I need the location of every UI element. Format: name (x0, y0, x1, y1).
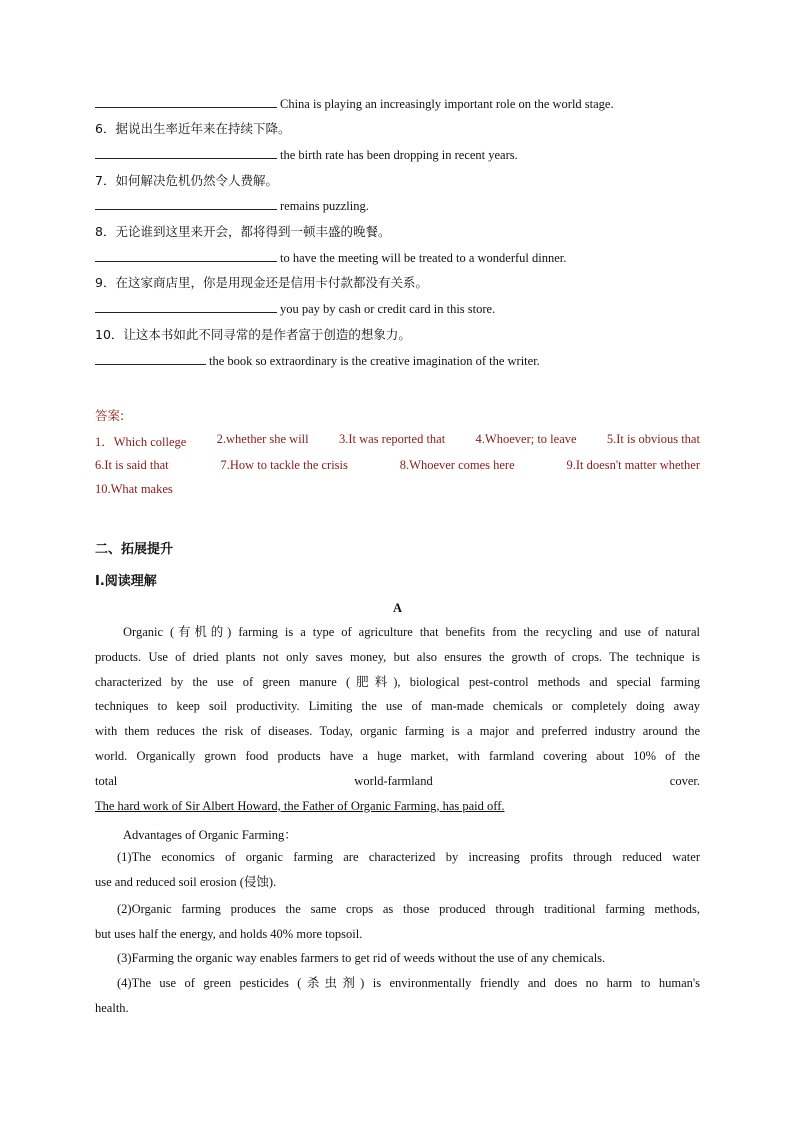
translation-answer-line-9 (95, 300, 700, 317)
passage-line: products. Use of dried plants not only saves money, but also ensures the growth of crops. The technique is (95, 649, 700, 664)
subsection-title: I.阅读理解 (95, 574, 157, 589)
translation-prompt-6: 6．据说出生率近年来在持续下降。 (95, 121, 291, 136)
translation-prompt-9: 9．在这家商店里，你是用现金还是信用卡付款都没有关系。 (95, 275, 428, 290)
translation-answer-line-10 (95, 352, 700, 369)
passage-line: with them reduces the risk of diseases. Today, organic farming is a major and preferred industry around the (95, 724, 700, 739)
answer-blank[interactable] (95, 95, 277, 108)
translation-prompt-8: 8．无论谁到这里来开会，都将得到一顿丰盛的晚餐。 (95, 224, 391, 239)
advantages-title: Advantages of Organic Farming： (123, 828, 297, 842)
sentence-text: the birth rate has been dropping in recent years. (280, 148, 518, 162)
answer-blank[interactable] (95, 352, 206, 365)
sentence-text: to have the meeting will be treated to a wonderful dinner. (280, 251, 567, 265)
advantage-4 (95, 971, 700, 1021)
answer-blank[interactable] (95, 249, 277, 262)
advantage-line: (1)The economics of organic farming are characterized by increasing profits through reduced water (117, 850, 700, 864)
translation-prompt-7: 7．如何解决危机仍然令人费解。 (95, 173, 278, 188)
sentence-text: remains puzzling. (280, 199, 369, 213)
answers-row-1 (95, 432, 700, 450)
advantage-line: (3)Farming the organic way enables farmers to get rid of weeds without the use of any chemicals. (117, 951, 606, 965)
answer-item: 10.What makes (95, 482, 173, 496)
passage-line: world. Organically grown food products have a huge market, with farmland covering about 10% of the (95, 748, 700, 763)
translation-answer-line-5 (95, 95, 700, 112)
answer-item: 1．Which college (95, 435, 187, 449)
translation-answer-line-8 (95, 249, 700, 266)
answer-item: 6.It is said that (95, 458, 169, 472)
advantage-line: health. (95, 1000, 129, 1015)
answers-label: 答案: (95, 408, 125, 423)
advantage-line: but uses half the energy, and holds 40% more topsoil. (95, 926, 363, 941)
answer-blank[interactable] (95, 300, 277, 313)
passage-line: total world-farmland cover. (95, 773, 700, 788)
answers-row-2 (95, 458, 700, 473)
answer-item: 5.It is obvious that (606, 432, 700, 446)
answer-item: 7.How to tackle the crisis (220, 458, 348, 472)
advantage-1 (95, 845, 700, 895)
advantage-2 (95, 897, 700, 947)
passage-label: A (392, 601, 403, 615)
sentence-text: you pay by cash or credit card in this store. (280, 302, 496, 316)
passage-line: Organic (有机的) farming is a type of agriculture that benefits from the recycling and use of natural (123, 625, 700, 639)
sentence-text: China is playing an increasingly important role on the world stage. (280, 97, 614, 111)
answers-row-3 (95, 482, 700, 497)
section-title: 二、拓展提升 (95, 542, 174, 557)
answer-blank[interactable] (95, 197, 277, 210)
answer-blank[interactable] (95, 146, 277, 159)
answer-item: 2.whether she will (216, 432, 309, 446)
advantage-line: (2)Organic farming produces the same crops as those produced through traditional farming methods, (117, 902, 700, 916)
answer-item: 3.It was reported that (338, 432, 446, 446)
translation-prompt-10: 10．让这本书如此不同寻常的是作者富于创造的想象力。 (95, 327, 411, 342)
underlined-sentence: The hard work of Sir Albert Howard, the Father of Organic Farming, has paid off. (95, 798, 505, 813)
answer-item: 4.Whoever; to leave (475, 432, 577, 446)
passage-paragraph (95, 620, 700, 818)
advantage-line: (4)The use of green pesticides (杀虫剂) is environmentally friendly and does no harm to human's (117, 976, 700, 990)
passage-line: characterized by the use of green manure (肥料), biological pest-control methods and special farming (95, 674, 700, 689)
answer-item: 9.It doesn't matter whether (566, 458, 700, 472)
sentence-text: the book so extraordinary is the creative imagination of the writer. (209, 354, 540, 368)
advantage-line: use and reduced soil erosion (侵蚀). (95, 874, 277, 889)
passage-line: techniques to keep soil productivity. Limiting the use of man-made chemicals or completely doing away (95, 699, 700, 714)
answer-item: 8.Whoever comes here (399, 458, 515, 472)
translation-answer-line-6 (95, 146, 700, 163)
advantage-3 (95, 946, 700, 971)
translation-answer-line-7 (95, 197, 700, 214)
